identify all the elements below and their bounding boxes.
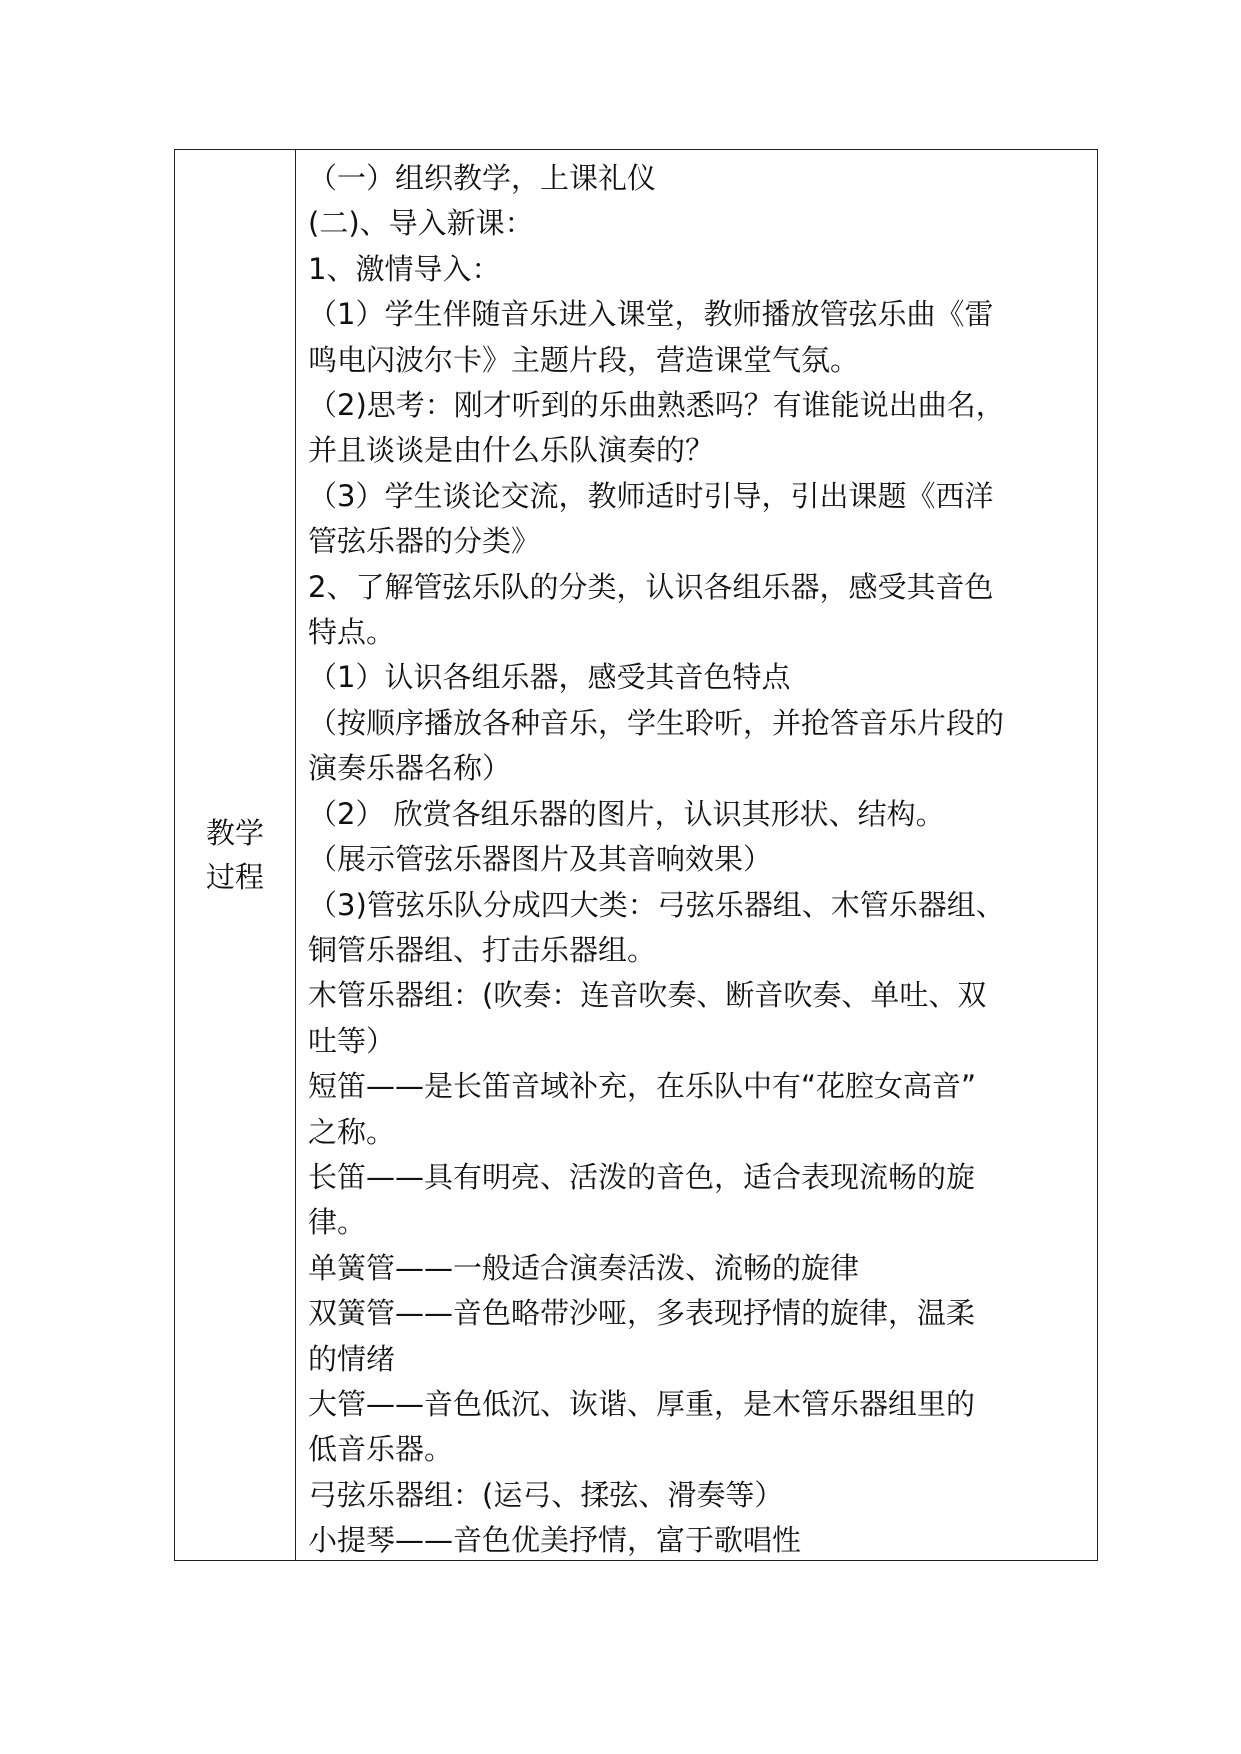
content-line: （3）学生谈论交流，教师适时引导，引出课题《西洋 xyxy=(308,478,994,513)
content-line: 小提琴——音色优美抒情，富于歌唱性 xyxy=(308,1523,802,1558)
content-line: 木管乐器组：(吹奏：连音吹奏、断音吹奏、单吐、双 xyxy=(308,978,987,1013)
content-line: （3)管弦乐队分成四大类：弓弦乐器组、木管乐器组、 xyxy=(308,887,1005,922)
row-label-cell xyxy=(175,150,296,1560)
content-line: （按顺序播放各种音乐，学生聆听，并抢答音乐片段的 xyxy=(308,705,1005,740)
content-line: （2)思考：刚才听到的乐曲熟悉吗？有谁能说出曲名， xyxy=(308,388,1005,423)
content-line: 鸣电闪波尔卡》主题片段，营造课堂气氛。 xyxy=(308,342,860,377)
content-line: 律。 xyxy=(308,1205,367,1240)
content-line: （1）认识各组乐器，感受其音色特点 xyxy=(308,660,791,695)
content-line: 低音乐器。 xyxy=(308,1432,454,1467)
content-line: 特点。 xyxy=(308,615,396,650)
content-cell xyxy=(296,150,1097,1560)
content-line: 单簧管——一般适合演奏活泼、流畅的旋律 xyxy=(308,1250,860,1285)
content-line: 短笛——是长笛音域补充，在乐队中有“花腔女高音” xyxy=(308,1069,977,1104)
content-line: 双簧管——音色略带沙哑，多表现抒情的旋律，温柔 xyxy=(308,1296,976,1331)
content-line: 管弦乐器的分类》 xyxy=(308,524,541,559)
content-line: 弓弦乐器组：(运弓、揉弦、滑奏等） xyxy=(308,1477,784,1512)
content-line: 的情绪 xyxy=(308,1341,396,1376)
content-line: 长笛——具有明亮、活泼的音色，适合表现流畅的旋 xyxy=(308,1159,976,1194)
content-line: 2、了解管弦乐队的分类，认识各组乐器，感受其音色 xyxy=(308,569,994,604)
row-label: 教学过程 xyxy=(205,816,264,894)
content-line: 大管——音色低沉、诙谐、厚重，是木管乐器组里的 xyxy=(308,1386,976,1421)
content-line: （2） 欣赏各组乐器的图片，认识其形状、结构。 xyxy=(308,796,945,831)
lesson-process-table xyxy=(174,149,1098,1561)
content-line: 吐等） xyxy=(308,1023,396,1058)
content-line: 1、激情导入： xyxy=(308,251,501,286)
content-line: 并且谈谈是由什么乐队演奏的？ xyxy=(308,433,715,468)
content-line: （一）组织教学，上课礼仪 xyxy=(308,161,657,195)
content-line: （展示管弦乐器图片及其音响效果） xyxy=(308,842,773,877)
content-line: (二)、导入新课： xyxy=(308,206,534,241)
content-line: 铜管乐器组、打击乐器组。 xyxy=(308,932,657,967)
content-line: 之称。 xyxy=(308,1114,396,1149)
content-line: （1）学生伴随音乐进入课堂，教师播放管弦乐曲《雷 xyxy=(308,297,994,332)
content-line: 演奏乐器名称） xyxy=(308,751,512,786)
